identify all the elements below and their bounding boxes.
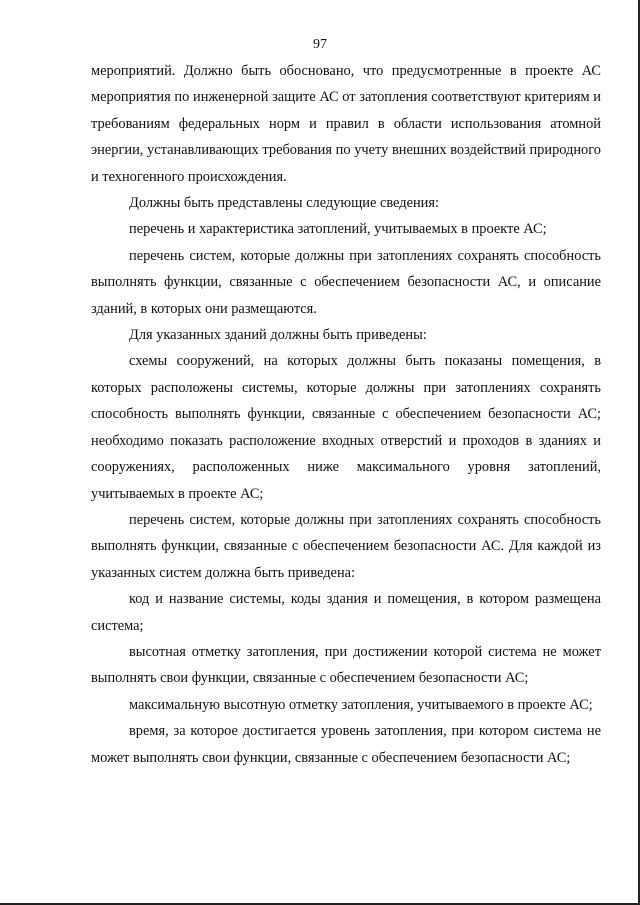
paragraph-10: максимальную высотную отметку затопления, учитываемого в проекте АС; <box>129 696 593 713</box>
paragraph-9: высотная отметку затопления, при достижении которой система не может выполнять свои функции, связанные с обеспечением безопасности АС; <box>91 643 601 687</box>
paragraph-2: Должны быть представлены следующие сведения: <box>129 195 439 212</box>
paragraph-6: схемы сооружений, на которых должны быть показаны помещения, в которых расположены системы, которые должны при затоплениях сохранять способность выполнять функции, связанные с обеспечением безопасности АС; необходимо показать расположение входных отверстий и проходов в зданиях и сооружениях, расположенных ниже максимального уровня затоплений, учитываемых в проекте АС; <box>91 353 601 502</box>
page-number: 97 <box>313 37 327 52</box>
paragraph-3: перечень и характеристика затоплений, учитываемых в проекте АС; <box>129 221 547 238</box>
paragraph-8: код и название системы, коды здания и помещения, в котором размещена система; <box>91 591 601 634</box>
paragraph-7: перечень систем, которые должны при затоплениях сохранять способность выполнять функции, связанные с обеспечением безопасности АС. Для каждой из указанных систем должна быть приведена: <box>91 511 601 581</box>
page-body <box>91 58 601 771</box>
paragraph-4: перечень систем, которые должны при затоплениях сохранять способность выполнять функции, связанные с обеспечением безопасности АС, и описание зданий, в которых они размещаются. <box>91 247 601 317</box>
paragraph-5: Для указанных зданий должны быть приведены: <box>129 327 427 344</box>
paragraph-1: мероприятий. Должно быть обосновано, что предусмотренные в проекте АС мероприятия по инженерной защите АС от затопления соответствуют критериям и требованиям федеральных норм и правил в области использования атомной энергии, устанавливающих требования по учету внешних воздействий природного и техногенного происхождения. <box>91 63 601 185</box>
paragraph-11: время, за которое достигается уровень затопления, при котором система не может выполнять свои функции, связанные с обеспечением безопасности АС; <box>91 723 601 766</box>
